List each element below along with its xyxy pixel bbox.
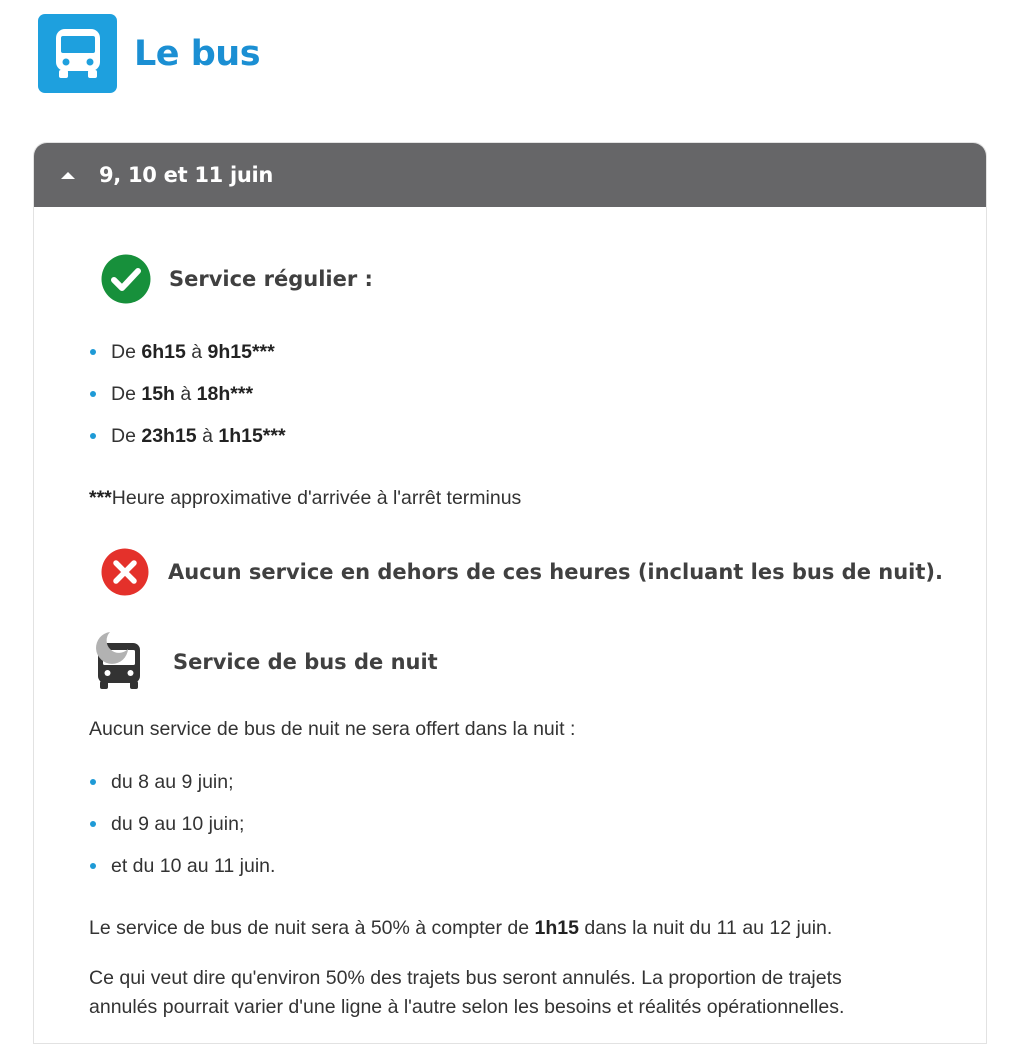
regular-service-row (100, 253, 373, 305)
regular-service-label: Service régulier : (169, 267, 373, 291)
page-header (38, 14, 260, 93)
night-percent-text: Le service de bus de nuit sera à 50% à compter de 1h15 dans la nuit du 11 au 12 juin. (89, 917, 833, 939)
bus-icon (38, 14, 117, 93)
list-item: et du 10 au 11 juin. (89, 853, 275, 895)
list-item: De 15h à 18h*** (89, 381, 286, 423)
accordion-title: 9, 10 et 11 juin (99, 163, 274, 187)
night-detail-text: Ce qui veut dire qu'environ 50% des trajets bus seront annulés. La proportion de trajets annulés pourrait varier d'une ligne à l'autre selon les besoins et réalités opérationnelles. (89, 967, 845, 1018)
list-item: du 9 au 10 juin; (89, 811, 275, 853)
night-intro: Aucun service de bus de nuit ne sera offert dans la nuit : (89, 718, 576, 740)
no-service-label: Aucun service en dehors de ces heures (incluant les bus de nuit). (168, 560, 943, 584)
page-title: Le bus (134, 33, 261, 74)
night-service-label: Service de bus de nuit (173, 650, 438, 674)
check-circle-icon (100, 253, 152, 305)
night-dates-list (89, 769, 275, 895)
caret-up-icon (61, 172, 75, 179)
accordion-header[interactable] (34, 143, 986, 207)
no-service-row (100, 547, 943, 597)
list-item: du 8 au 9 juin; (89, 769, 275, 811)
night-service-row (92, 629, 438, 695)
accordion-panel (33, 142, 987, 1044)
list-item: De 6h15 à 9h15*** (89, 339, 286, 381)
regular-hours-list (89, 339, 286, 465)
night-bus-icon (92, 629, 148, 695)
x-circle-icon (100, 547, 150, 597)
list-item: De 23h15 à 1h15*** (89, 423, 286, 465)
footnote: ***Heure approximative d'arrivée à l'arrêt terminus (89, 487, 522, 509)
